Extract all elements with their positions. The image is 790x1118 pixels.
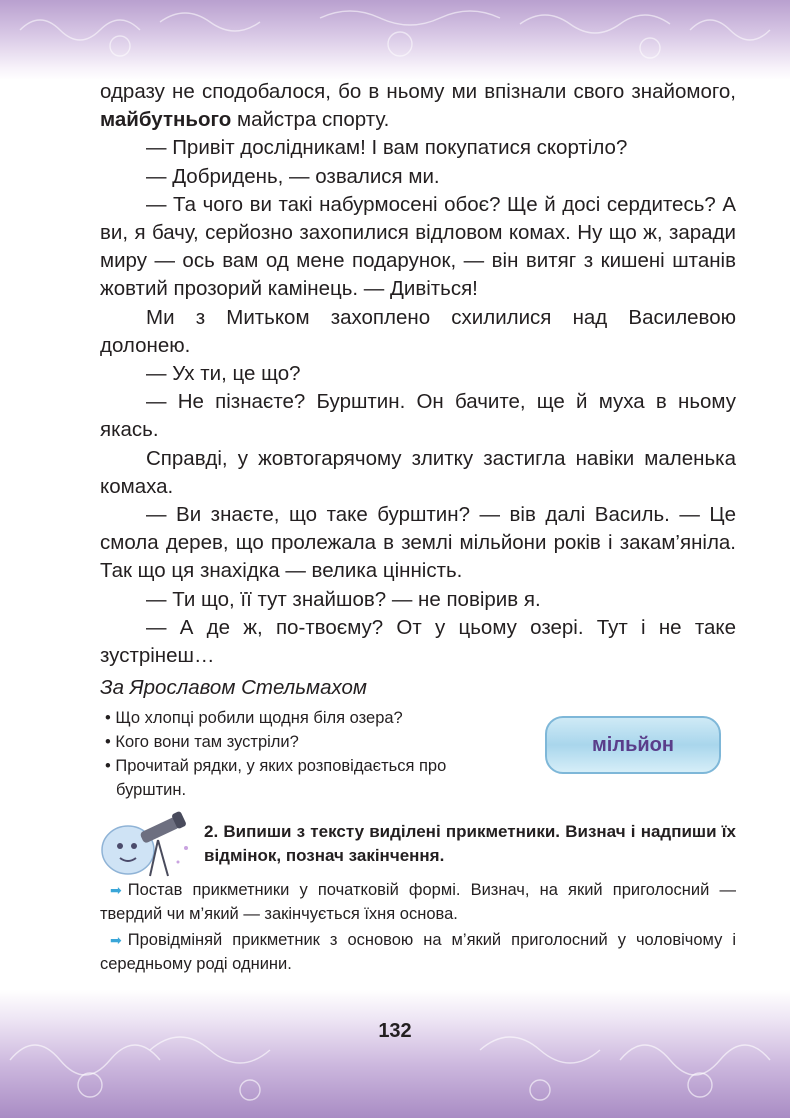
story-paragraph bbox=[100, 78, 736, 134]
story-paragraph: — Та чого ви такі набурмосені обоє? Ще й досі сердитесь? А ви, я бачу, серйозно захопилися відловом комах. Ну що ж, заради миру — ось вам од мене подарунок, — він витяг з кишені штанів жовтий прозорий камінець. — Дивіться! bbox=[100, 192, 736, 301]
question-item: • Прочитай рядки, у яких розповідається про бурштин. bbox=[105, 757, 447, 799]
story-paragraph: — Привіт дослідникам! І вам покупатися скортіло? bbox=[146, 136, 628, 160]
hint-text: Провідміняй прикметник з основою на м’який приголосний у чоловічому і середньому роді однини. bbox=[100, 931, 736, 973]
story-author: За Ярославом Стельмахом bbox=[100, 676, 367, 700]
story-paragraph: Ми з Митьком захоплено схилилися над Василевою долонею. bbox=[100, 305, 736, 357]
story-paragraph: — Добридень, — озвалися ми. bbox=[146, 164, 440, 188]
hint-item bbox=[100, 878, 736, 926]
story-paragraph: — Ти що, її тут знайшов? — не повірив я. bbox=[146, 587, 541, 611]
top-decorative-band bbox=[0, 0, 790, 80]
bottom-ornament bbox=[0, 990, 790, 1118]
page-number: 132 bbox=[378, 1020, 412, 1042]
vocabulary-word-card bbox=[545, 716, 721, 774]
question-item: • Кого вони там зустріли? bbox=[105, 733, 299, 751]
story-text bbox=[100, 78, 736, 702]
hint-item bbox=[100, 928, 736, 976]
story-paragraph: — Ух ти, це що? bbox=[146, 362, 301, 386]
highlighted-adjective: майбутнього bbox=[100, 108, 232, 132]
story-paragraph: Справді, у жовтогарячому злитку застигла навіки маленька комаха. bbox=[100, 446, 736, 498]
hint-text: Постав прикметники у початковій формі. Визнач, на який приголосний — твердий чи м’який — закінчується їхня основа. bbox=[100, 881, 736, 923]
questions-list bbox=[100, 706, 470, 802]
top-ornament bbox=[0, 0, 790, 80]
task-2: 2. Випиши з тексту виділені прикметники. Визнач і надпиши їх відмінок, познач закінчення. bbox=[204, 822, 736, 865]
arrow-right-icon: ➡ bbox=[110, 932, 122, 948]
bottom-decorative-band bbox=[0, 990, 790, 1118]
hints bbox=[100, 878, 736, 978]
story-paragraph: — Ви знаєте, що таке бурштин? — вів далі Василь. — Це смола дерев, що пролежала в землі мільйони років і закам’яніла. Так що ця знахідка — велика цінність. bbox=[100, 503, 736, 583]
arrow-right-icon: ➡ bbox=[110, 882, 122, 898]
story-paragraph: — Не пізнаєте? Бурштин. Он бачите, ще й муха в ньому якась. bbox=[100, 390, 736, 442]
story-text-fragment: майстра спорту. bbox=[231, 108, 390, 132]
telescope-moon-icon bbox=[98, 808, 194, 880]
story-text-fragment: одразу не сподобалося, бо в ньому ми впізнали свого знайомого, bbox=[100, 80, 736, 103]
vocabulary-word: мільйон bbox=[592, 734, 674, 756]
question-item: • Що хлопці робили щодня біля озера? bbox=[105, 709, 403, 727]
story-paragraph: — А де ж, по-твоєму? От у цьому озері. Тут і не таке зустрінеш… bbox=[100, 615, 736, 668]
